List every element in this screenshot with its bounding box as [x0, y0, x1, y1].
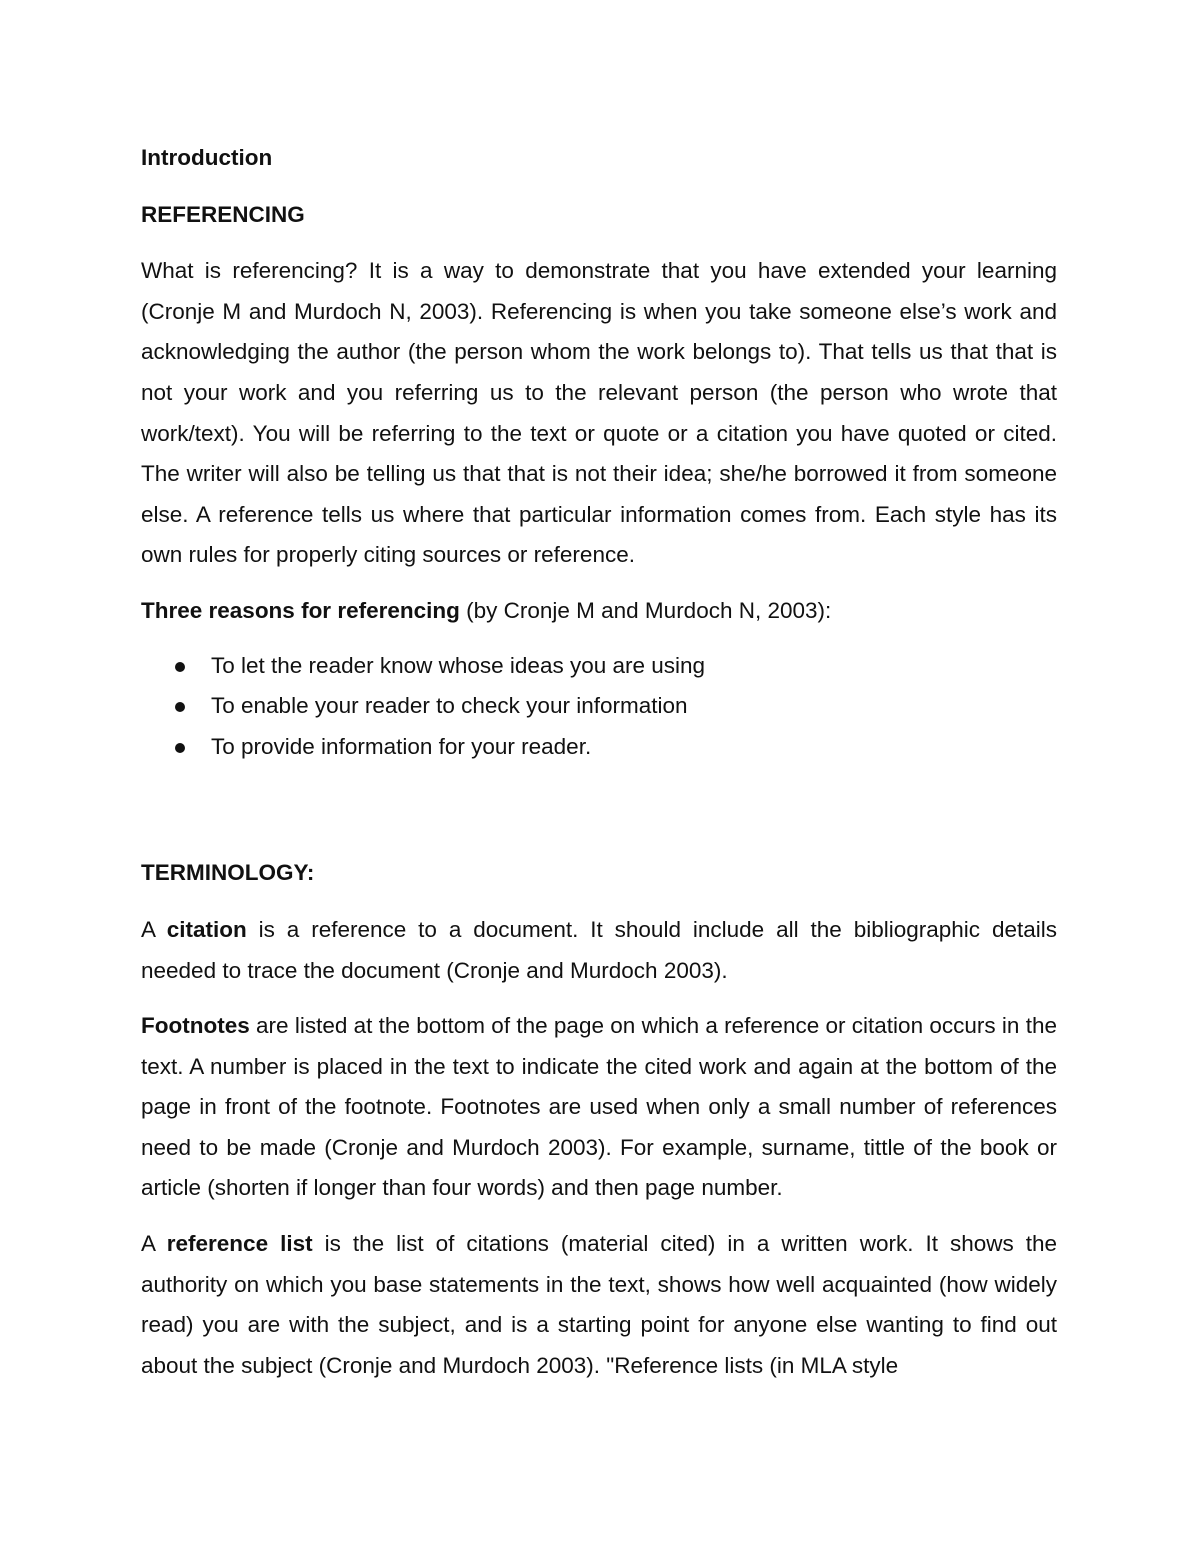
reference-list-term: reference list	[166, 1231, 313, 1257]
footnotes-paragraph	[141, 1006, 1057, 1209]
citation-prefix: A	[141, 916, 167, 942]
list-item-text: To provide information for your reader.	[211, 733, 592, 759]
list-item	[141, 646, 1057, 687]
document-page	[141, 138, 1057, 1386]
bullet-icon	[175, 662, 185, 672]
footnotes-term: Footnotes	[141, 1013, 250, 1039]
reference-list-paragraph	[141, 1224, 1057, 1386]
citation-paragraph	[141, 910, 1057, 991]
footnotes-definition: are listed at the bottom of the page on which a reference or citation occurs in the text. A number is placed in the text to indicate the cited work and again at the bottom of the page in front of the footnote. Footnotes are used when only a small number of references need to be made (Cronje and Murdoch 2003). For example, surname, tittle of the book or article (shorten if longer than four words) and then page number.	[141, 1013, 1057, 1201]
reasons-source: (by Cronje M and Murdoch N, 2003):	[459, 597, 832, 623]
list-item	[141, 686, 1057, 727]
reference-list-definition: is the list of citations (material cited) in a written work. It shows the authority on which you base statements in the text, shows how well acquainted (how widely read) you are with the subject, and is a starting point for anyone else wanting to find out about the subject (Cronje and Murdoch 2003). "Reference lists (in MLA style	[141, 1231, 1057, 1378]
bullet-icon	[175, 702, 185, 712]
bullet-icon	[175, 743, 185, 753]
terminology-heading: TERMINOLOGY:	[141, 860, 315, 886]
intro-heading: Introduction	[141, 145, 273, 170]
reasons-list	[141, 646, 1057, 768]
referencing-heading: REFERENCING	[141, 201, 305, 227]
reasons-intro	[141, 591, 1057, 632]
list-item-text: To let the reader know whose ideas you are using	[211, 652, 706, 678]
citation-definition: is a reference to a document. It should include all the bibliographic details needed to trace the document (Cronje and Murdoch 2003).	[141, 916, 1057, 983]
list-item-text: To enable your reader to check your information	[211, 693, 688, 719]
reference-list-prefix: A	[141, 1231, 167, 1257]
reasons-bold-label: Three reasons for referencing	[141, 597, 460, 623]
citation-term: citation	[166, 916, 247, 942]
referencing-paragraph: What is referencing? It is a way to demonstrate that you have extended your learning (Cronje M and Murdoch N, 2003). Referencing is when you take someone else’s work and acknowledging the author (the person whom the work belongs to). That tells us that that is not your work and you referring us to the relevant person (the person who wrote that work/text). You will be referring to the text or quote or a citation you have quoted or cited. The writer will also be telling us that that is not their idea; she/he borrowed it from someone else. A reference tells us where that particular information comes from. Each style has its own rules for properly citing sources or reference.	[141, 258, 1057, 568]
list-item	[141, 727, 1057, 768]
